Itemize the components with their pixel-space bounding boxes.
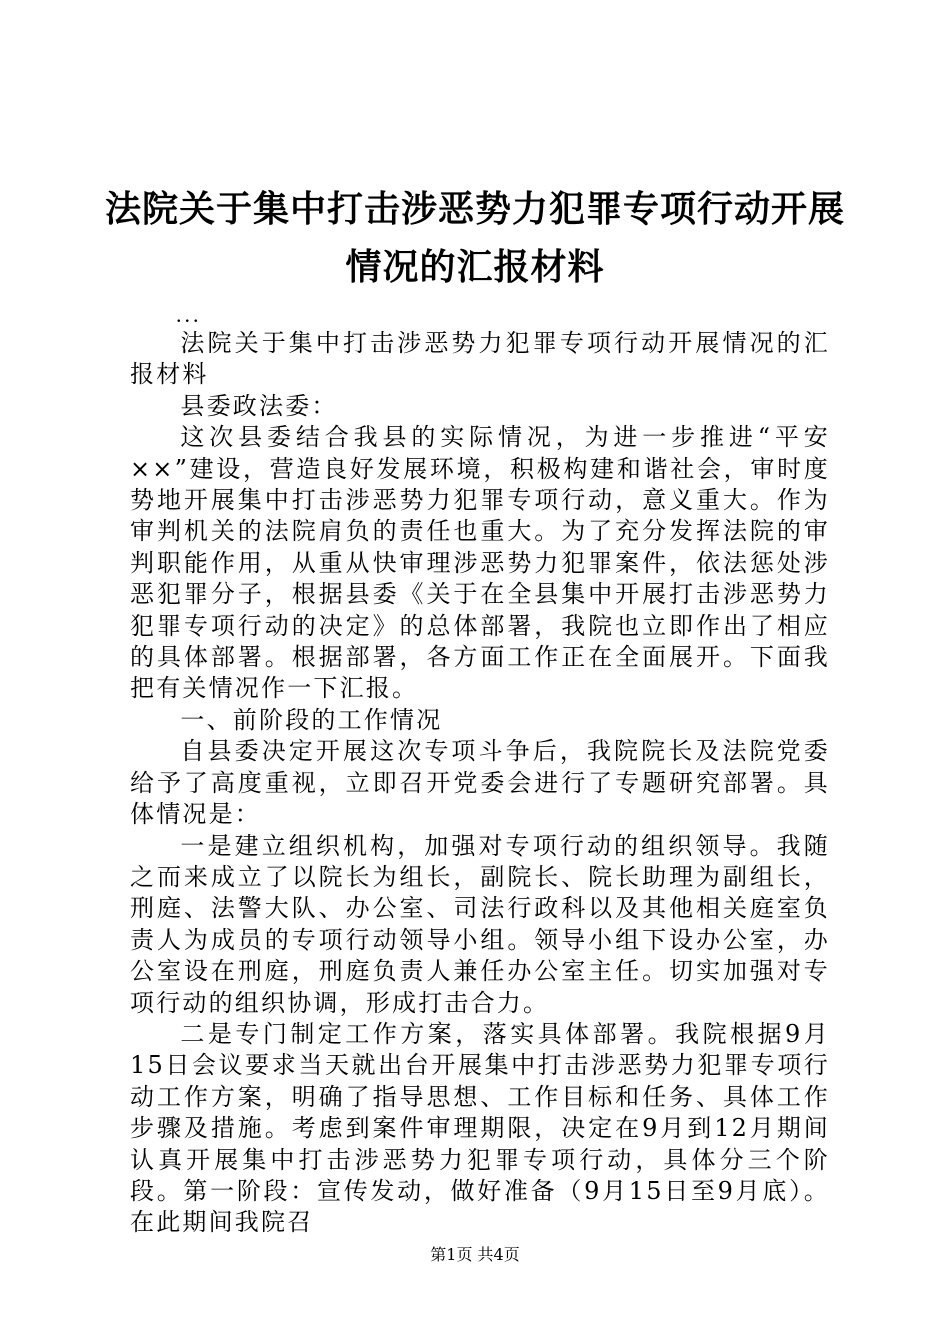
- paragraph-subtitle: 法院关于集中打击涉恶势力犯罪专项行动开展情况的汇报材料: [130, 329, 830, 389]
- paragraph-overview: 自县委决定开展这次专项斗争后，我院院长及法院党委给予了高度重视，立即召开党委会进行了专题研究部署。具体情况是：: [130, 737, 830, 829]
- paragraph-point-one: 一是建立组织机构，加强对专项行动的组织领导。我随之而来成立了以院长为组长，副院长、院长助理为副组长，刑庭、法警大队、办公室、司法行政科以及其他相关庭室负责人为成员的专项行动领导小组。领导小组下设办公室，办公室设在刑庭，刑庭负责人兼任办公室主任。切实加强对专项行动的组织协调，形成打击合力。: [130, 831, 830, 1017]
- document-body: [130, 328, 830, 1239]
- section-heading: 一、前阶段的工作情况: [180, 705, 443, 734]
- paragraph-intro: 这次县委结合我县的实际情况，为进一步推进“平安××”建设，营造良好发展环境，积极构建和谐社会，审时度势地开展集中打击涉恶势力犯罪专项行动，意义重大。作为审判机关的法院肩负的责任也重大。为了充分发挥法院的审判职能作用，从重从快审理涉恶势力犯罪案件，依法惩处涉恶犯罪分子，根据县委《关于在全县集中开展打击涉恶势力犯罪专项行动的决定》的总体部署，我院也立即作出了相应的具体部署。根据部署，各方面工作正在全面展开。下面我把有关情况作一下汇报。: [130, 423, 830, 703]
- ellipsis-marker: ...: [176, 302, 202, 327]
- document-title: [80, 180, 870, 296]
- page-footer: 第1页 共4页: [430, 1245, 520, 1264]
- title-line-2: 情况的汇报材料: [345, 246, 605, 288]
- paragraph-point-two: 二是专门制定工作方案，落实具体部署。我院根据9月15日会议要求当天就出台开展集中打击涉恶势力犯罪专项行动工作方案，明确了指导思想、工作目标和任务、具体工作步骤及措施。考虑到案件审理期限，决定在9月到12月期间认真开展集中打击涉恶势力犯罪专项行动，具体分三个阶段。第一阶段：宣传发动，做好准备（9月15日至9月底）。在此期间我院召: [130, 1019, 830, 1237]
- paragraph-salutation: 县委政法委：: [180, 391, 338, 420]
- title-line-1: 法院关于集中打击涉恶势力犯罪专项行动开展: [104, 188, 845, 230]
